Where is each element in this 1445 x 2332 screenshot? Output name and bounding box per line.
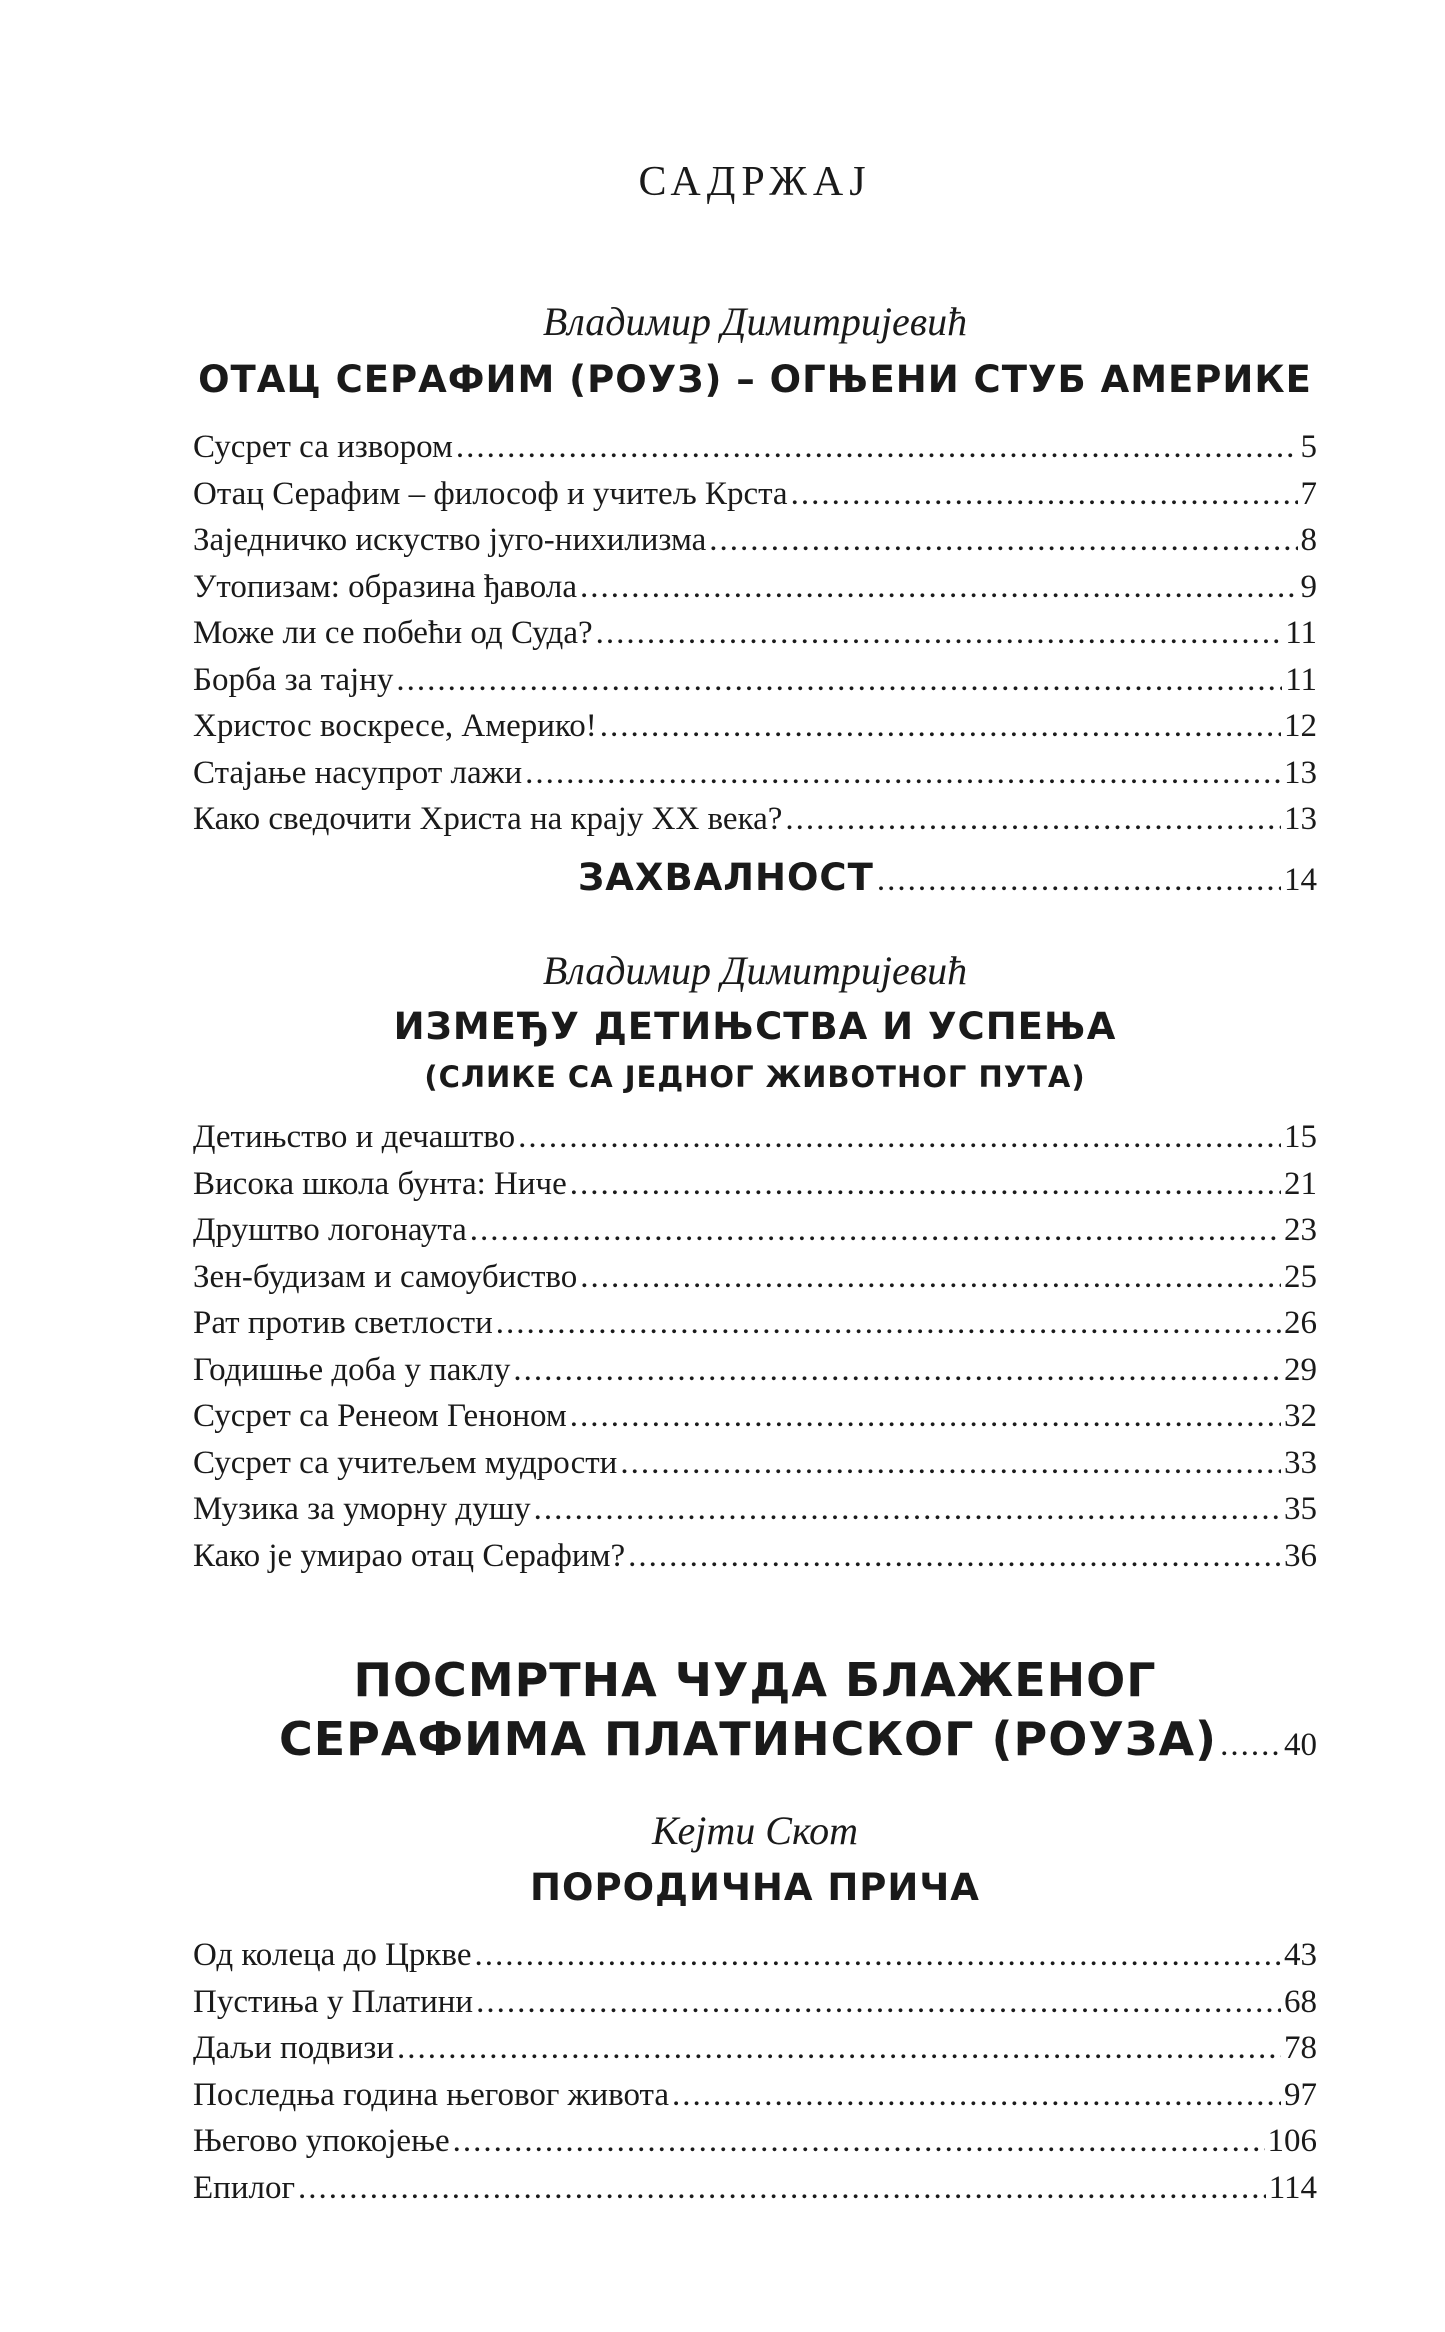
page-number: 43 bbox=[1284, 1937, 1317, 1973]
list-item[interactable] bbox=[193, 657, 1317, 704]
page-number: 15 bbox=[1284, 1119, 1317, 1155]
list-item[interactable] bbox=[193, 1254, 1317, 1301]
leader-dots bbox=[791, 471, 1298, 517]
page-title: САДРЖАЈ bbox=[638, 159, 872, 205]
page-number: 14 bbox=[1284, 862, 1317, 898]
acknowledgements-entry[interactable] bbox=[193, 856, 1317, 899]
page-number: 36 bbox=[1284, 1537, 1317, 1574]
entry-title: Друштво логонаута bbox=[193, 1212, 467, 1248]
page-number: 68 bbox=[1284, 1983, 1317, 2020]
list-item[interactable] bbox=[193, 1932, 1317, 1979]
page-number: 106 bbox=[1267, 2123, 1317, 2159]
section-4-title-line2: СЕРАФИМА ПЛАТИНСКОГ (РОУЗА) bbox=[279, 1712, 1218, 1766]
section-5-title: ПОРОДИЧНА ПРИЧА bbox=[530, 1866, 980, 1909]
leader-dots bbox=[570, 1161, 1281, 1207]
page-number: 40 bbox=[1284, 1727, 1317, 1763]
entry-title: Годишње доба у паклу bbox=[193, 1351, 511, 1388]
list-item[interactable] bbox=[193, 2072, 1317, 2119]
page-number: 13 bbox=[1284, 801, 1317, 837]
leader-dots bbox=[453, 2118, 1265, 2164]
entry-title: Висока школа бунта: Ниче bbox=[193, 1165, 567, 1202]
leader-dots bbox=[620, 1440, 1281, 1486]
entry-title: Музика за уморну душу bbox=[193, 1491, 531, 1527]
section-3-author: Владимир Димитријевић bbox=[542, 948, 968, 993]
list-item[interactable] bbox=[193, 1440, 1317, 1487]
entry-title: Рат против светлости bbox=[193, 1305, 493, 1341]
entry-title: Последња година његовог живота bbox=[193, 2076, 670, 2113]
leader-dots bbox=[580, 1254, 1281, 1300]
entry-title: Како је умирао отац Серафим? bbox=[193, 1537, 626, 1574]
entry-title: Сусрет са учитељем мудрости bbox=[193, 1444, 618, 1481]
page-number: 33 bbox=[1284, 1444, 1317, 1481]
entry-title: Сусрет са извором bbox=[193, 429, 453, 465]
page-number: 8 bbox=[1300, 522, 1317, 558]
entry-title: Христос воскресе, Америко! bbox=[193, 708, 597, 744]
list-item[interactable] bbox=[193, 1300, 1317, 1347]
page-number: 12 bbox=[1284, 708, 1317, 744]
list-item[interactable] bbox=[193, 1207, 1317, 1254]
entry-title: Утопизам: образина ђавола bbox=[193, 568, 577, 605]
list-item[interactable] bbox=[193, 1161, 1317, 1208]
section-3-list bbox=[193, 1114, 1317, 1579]
page-number: 21 bbox=[1284, 1165, 1317, 1202]
entry-title: Борба за тајну bbox=[193, 661, 394, 698]
leader-dots bbox=[785, 796, 1281, 842]
entry-title: Пустиња у Платини bbox=[193, 1983, 474, 2020]
list-item[interactable] bbox=[193, 796, 1317, 843]
leader-dots bbox=[570, 1393, 1281, 1439]
leader-dots bbox=[397, 2025, 1281, 2071]
list-item[interactable] bbox=[193, 424, 1317, 471]
entry-title: Стајање насупрот лажи bbox=[193, 754, 523, 791]
list-item[interactable] bbox=[193, 564, 1317, 611]
list-item[interactable] bbox=[193, 1393, 1317, 1440]
page-number: 32 bbox=[1284, 1398, 1317, 1434]
entry-title: Сусрет са Ренеом Геноном bbox=[193, 1398, 567, 1434]
entry-title: Отац Серафим – философ и учитељ Крста bbox=[193, 475, 788, 512]
entry-title: Епилог bbox=[193, 2169, 295, 2206]
leader-dots bbox=[496, 1300, 1281, 1346]
page-number: 78 bbox=[1284, 2030, 1317, 2066]
section-3-title: ИЗМЕЂУ ДЕТИЊСТВА И УСПЕЊА bbox=[393, 1005, 1117, 1048]
page-number: 29 bbox=[1284, 1351, 1317, 1388]
entry-title: Може ли се побећи од Суда? bbox=[193, 615, 593, 651]
page-number: 23 bbox=[1284, 1212, 1317, 1248]
page-number: 7 bbox=[1300, 475, 1317, 512]
page-number: 13 bbox=[1284, 754, 1317, 791]
list-item[interactable] bbox=[193, 1347, 1317, 1394]
leader-dots bbox=[600, 703, 1281, 749]
leader-dots bbox=[518, 1114, 1281, 1160]
list-item[interactable] bbox=[193, 750, 1317, 797]
leader-dots bbox=[672, 2072, 1281, 2118]
section-4-entry[interactable] bbox=[193, 1712, 1317, 1766]
leader-dots bbox=[513, 1347, 1281, 1393]
entry-title: Детињство и дечаштво bbox=[193, 1119, 516, 1155]
page-number: 11 bbox=[1285, 661, 1317, 698]
list-item[interactable] bbox=[193, 1979, 1317, 2026]
list-item[interactable] bbox=[193, 471, 1317, 518]
page-number: 26 bbox=[1284, 1305, 1317, 1341]
entry-title: Заједничко искуство југо-нихилизма bbox=[193, 522, 707, 558]
leader-dots bbox=[596, 610, 1283, 656]
leader-dots bbox=[474, 1932, 1281, 1978]
entry-title: Даљи подвизи bbox=[193, 2030, 394, 2066]
list-item[interactable] bbox=[193, 2165, 1317, 2212]
acknowledgements-title: ЗАХВАЛНОСТ bbox=[578, 856, 874, 899]
entry-title: Зен-будизам и самоубиство bbox=[193, 1258, 578, 1295]
section-1-author: Владимир Димитријевић bbox=[542, 299, 968, 344]
leader-dots bbox=[476, 1979, 1281, 2025]
section-5-author: Кејти Скот bbox=[651, 1808, 859, 1853]
list-item[interactable] bbox=[193, 517, 1317, 564]
leader-dots bbox=[525, 750, 1281, 796]
page-number: 35 bbox=[1284, 1491, 1317, 1527]
section-5-list bbox=[193, 1932, 1317, 2211]
leader-dots bbox=[470, 1207, 1281, 1253]
list-item[interactable] bbox=[193, 703, 1317, 750]
leader-dots bbox=[456, 424, 1298, 470]
section-1-title: ОТАЦ СЕРАФИМ (РОУЗ) – ОГЊЕНИ СТУБ АМЕРИКЕ bbox=[198, 358, 1312, 401]
list-item[interactable] bbox=[193, 2025, 1317, 2072]
leader-dots bbox=[534, 1486, 1281, 1532]
section-4-title-line1: ПОСМРТНА ЧУДА БЛАЖЕНОГ bbox=[353, 1653, 1157, 1707]
section-3-subtitle: (СЛИКЕ СА ЈЕДНОГ ЖИВОТНОГ ПУТА) bbox=[424, 1060, 1086, 1094]
page-number: 9 bbox=[1300, 568, 1317, 605]
leader-dots bbox=[877, 862, 1281, 899]
entry-title: Како сведочити Христа на крају XX века? bbox=[193, 801, 783, 837]
list-item[interactable] bbox=[193, 610, 1317, 657]
entry-title: Од колеца до Цркве bbox=[193, 1937, 472, 1973]
leader-dots bbox=[580, 564, 1298, 610]
list-item[interactable] bbox=[193, 1114, 1317, 1161]
leader-dots bbox=[709, 517, 1297, 563]
page-number: 114 bbox=[1268, 2169, 1317, 2206]
entry-title: Његово упокојење bbox=[193, 2123, 450, 2159]
leader-dots bbox=[396, 657, 1282, 703]
page-number: 11 bbox=[1285, 615, 1317, 651]
section-1-list bbox=[193, 424, 1317, 843]
list-item[interactable] bbox=[193, 2118, 1317, 2165]
leader-dots bbox=[1220, 1727, 1281, 1764]
page-number: 5 bbox=[1300, 429, 1317, 465]
leader-dots bbox=[298, 2165, 1266, 2211]
leader-dots bbox=[628, 1533, 1281, 1579]
list-item[interactable] bbox=[193, 1533, 1317, 1580]
list-item[interactable] bbox=[193, 1486, 1317, 1533]
page-number: 97 bbox=[1284, 2076, 1317, 2113]
page-number: 25 bbox=[1284, 1258, 1317, 1295]
